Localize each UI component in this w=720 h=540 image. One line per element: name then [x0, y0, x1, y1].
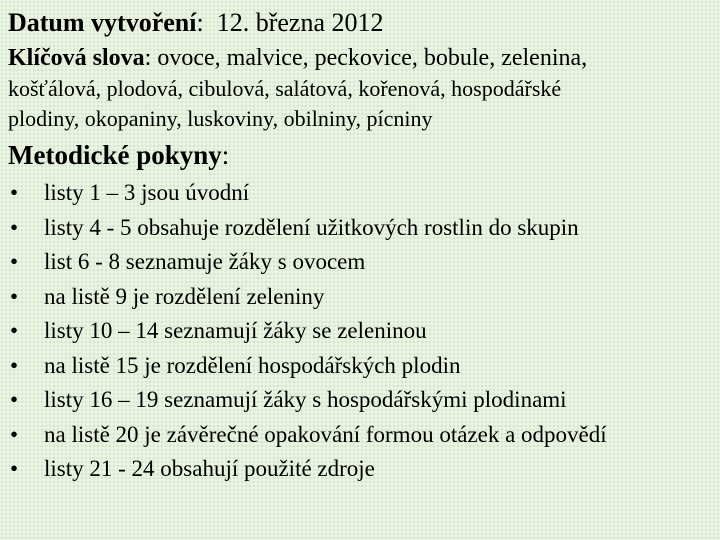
- list-item-text: listy 1 – 3 jsou úvodní: [44, 180, 250, 205]
- bullet-icon: •: [10, 214, 19, 240]
- bullet-icon: •: [10, 318, 19, 343]
- creation-date-line: Datum vytvoření: 12. března 2012: [8, 8, 384, 37]
- list-item-text: listy 16 – 19 seznamují žáky s hospodářskými plodinami: [44, 387, 567, 412]
- list-item: [8, 280, 720, 315]
- keywords-line: Klíčová slova: ovoce, malvice, peckovice, bobule, zelenina,: [8, 45, 588, 71]
- list-item: [8, 418, 720, 453]
- list-item-text: list 6 - 8 seznamuje žáky s ovocem: [44, 249, 366, 274]
- list-item-text: na listě 15 je rozdělení hospodářských plodin: [44, 352, 461, 378]
- bullet-icon: •: [10, 180, 19, 205]
- bullet-icon: •: [10, 352, 19, 378]
- keywords-text-1: ovoce, malvice, peckovice, bobule, zelenina,: [157, 45, 588, 71]
- list-item: [8, 383, 720, 418]
- bullet-icon: •: [10, 421, 19, 447]
- list-item: [8, 349, 720, 384]
- keywords-text-3: plodiny, okopaniny, luskoviny, obilniny, pícniny: [8, 106, 433, 131]
- bullet-icon: •: [10, 249, 19, 274]
- keywords-text-2: košťálová, plodová, cibulová, salátová, kořenová, hospodářské: [8, 76, 562, 101]
- list-item-text: na listě 9 je rozdělení zeleniny: [44, 283, 325, 309]
- creation-date-value: 12. března 2012: [216, 8, 384, 37]
- list-item: [8, 245, 720, 280]
- list-item: [8, 314, 720, 349]
- keywords-label: Klíčová slova: [8, 45, 145, 71]
- creation-date-label: Datum vytvoření: [8, 8, 197, 37]
- list-item-text: na listě 20 je závěrečné opakování formou otázek a odpovědí: [44, 421, 607, 447]
- list-item: [8, 176, 720, 211]
- list-item: [8, 452, 720, 487]
- bullet-icon: •: [10, 456, 19, 481]
- guidelines-list: [8, 176, 720, 487]
- list-item-text: listy 10 – 14 seznamují žáky se zeleninou: [44, 318, 427, 343]
- bullet-icon: •: [10, 387, 19, 412]
- slide-content: [8, 6, 720, 487]
- guidelines-label: Metodické pokyny: [8, 140, 222, 170]
- guidelines-heading: Metodické pokyny:: [8, 140, 230, 170]
- list-item-text: listy 21 - 24 obsahují použité zdroje: [44, 456, 375, 481]
- list-item: [8, 211, 720, 246]
- bullet-icon: •: [10, 283, 19, 309]
- list-item-text: listy 4 - 5 obsahuje rozdělení užitkových rostlin do skupin: [44, 214, 579, 240]
